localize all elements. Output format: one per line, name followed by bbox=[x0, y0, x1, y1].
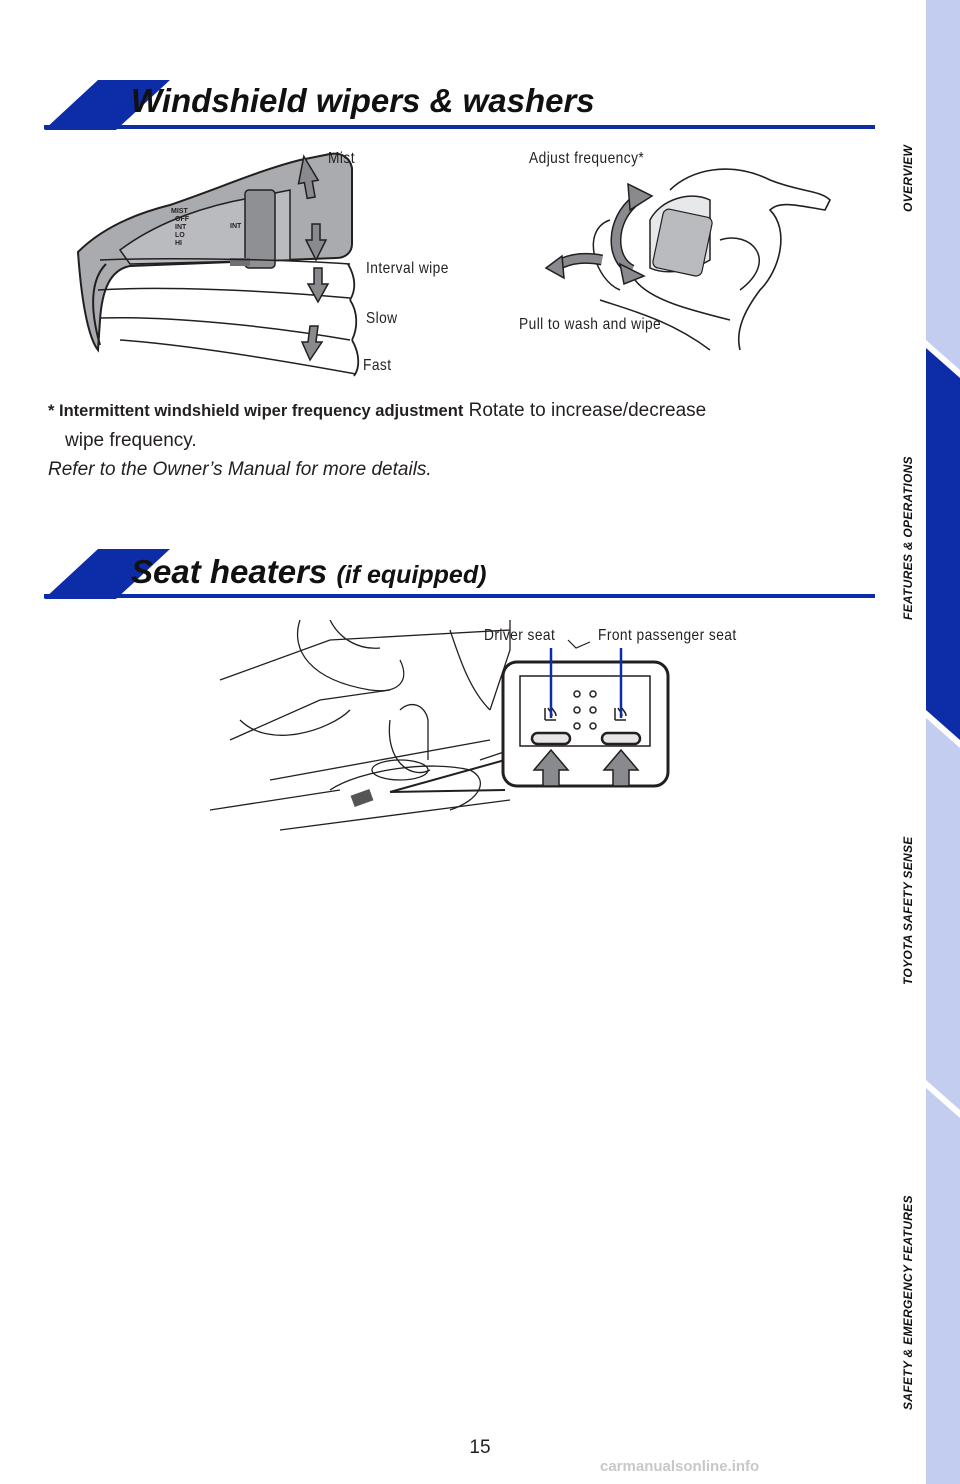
stalk-int: INT bbox=[230, 223, 242, 230]
stalk-pos-2: INT bbox=[175, 224, 187, 231]
stalk-pos-3: LO bbox=[175, 232, 185, 239]
note-bold: * Intermittent windshield wiper frequency adjustment bbox=[48, 402, 464, 420]
label-mist: Mist bbox=[328, 150, 355, 167]
stalk-pos-1: OFF bbox=[175, 216, 189, 223]
page-number: 15 bbox=[469, 1437, 491, 1458]
label-slow: Slow bbox=[366, 310, 398, 327]
sidebar-tab-safety-emergency[interactable]: SAFETY & EMERGENCY FEATURES bbox=[901, 1195, 915, 1410]
seat-heater-illustration bbox=[210, 620, 680, 835]
stalk-pos-0: MIST bbox=[171, 208, 188, 215]
frequency-note bbox=[48, 396, 868, 455]
section-sidebar bbox=[926, 0, 960, 1484]
watermark: carmanualsonline.info bbox=[600, 1458, 760, 1475]
label-fast: Fast bbox=[363, 357, 392, 374]
wipers-section-title: Windshield wipers & washers bbox=[131, 82, 595, 119]
label-front-passenger-seat: Front passenger seat bbox=[598, 627, 737, 644]
note-text-2: wipe frequency. bbox=[65, 430, 197, 451]
stalk-pos-4: HI bbox=[175, 240, 182, 247]
seat-section-rule bbox=[44, 594, 875, 598]
label-adjust-frequency: Adjust frequency* bbox=[529, 150, 645, 167]
label-pull-to-wash: Pull to wash and wipe bbox=[519, 316, 662, 333]
seat-title-suffix: (if equipped) bbox=[336, 561, 487, 589]
note-text: Rotate to increase/decrease bbox=[468, 400, 707, 421]
sidebar-tab-features-operations[interactable]: FEATURES & OPERATIONS bbox=[901, 456, 915, 620]
sidebar-tab-overview[interactable]: OVERVIEW bbox=[901, 144, 915, 212]
sidebar-tab-toyota-safety-sense[interactable]: TOYOTA SAFETY SENSE bbox=[901, 836, 915, 985]
label-interval-wipe: Interval wipe bbox=[366, 260, 449, 277]
wipers-section-rule bbox=[44, 125, 875, 129]
seat-title-main: Seat heaters bbox=[131, 553, 328, 590]
refer-manual-text: Refer to the Owner’s Manual for more details. bbox=[48, 459, 432, 480]
seat-section-title bbox=[131, 553, 486, 591]
wiper-stalk-illustration bbox=[60, 140, 370, 380]
label-driver-seat: Driver seat bbox=[484, 627, 556, 644]
